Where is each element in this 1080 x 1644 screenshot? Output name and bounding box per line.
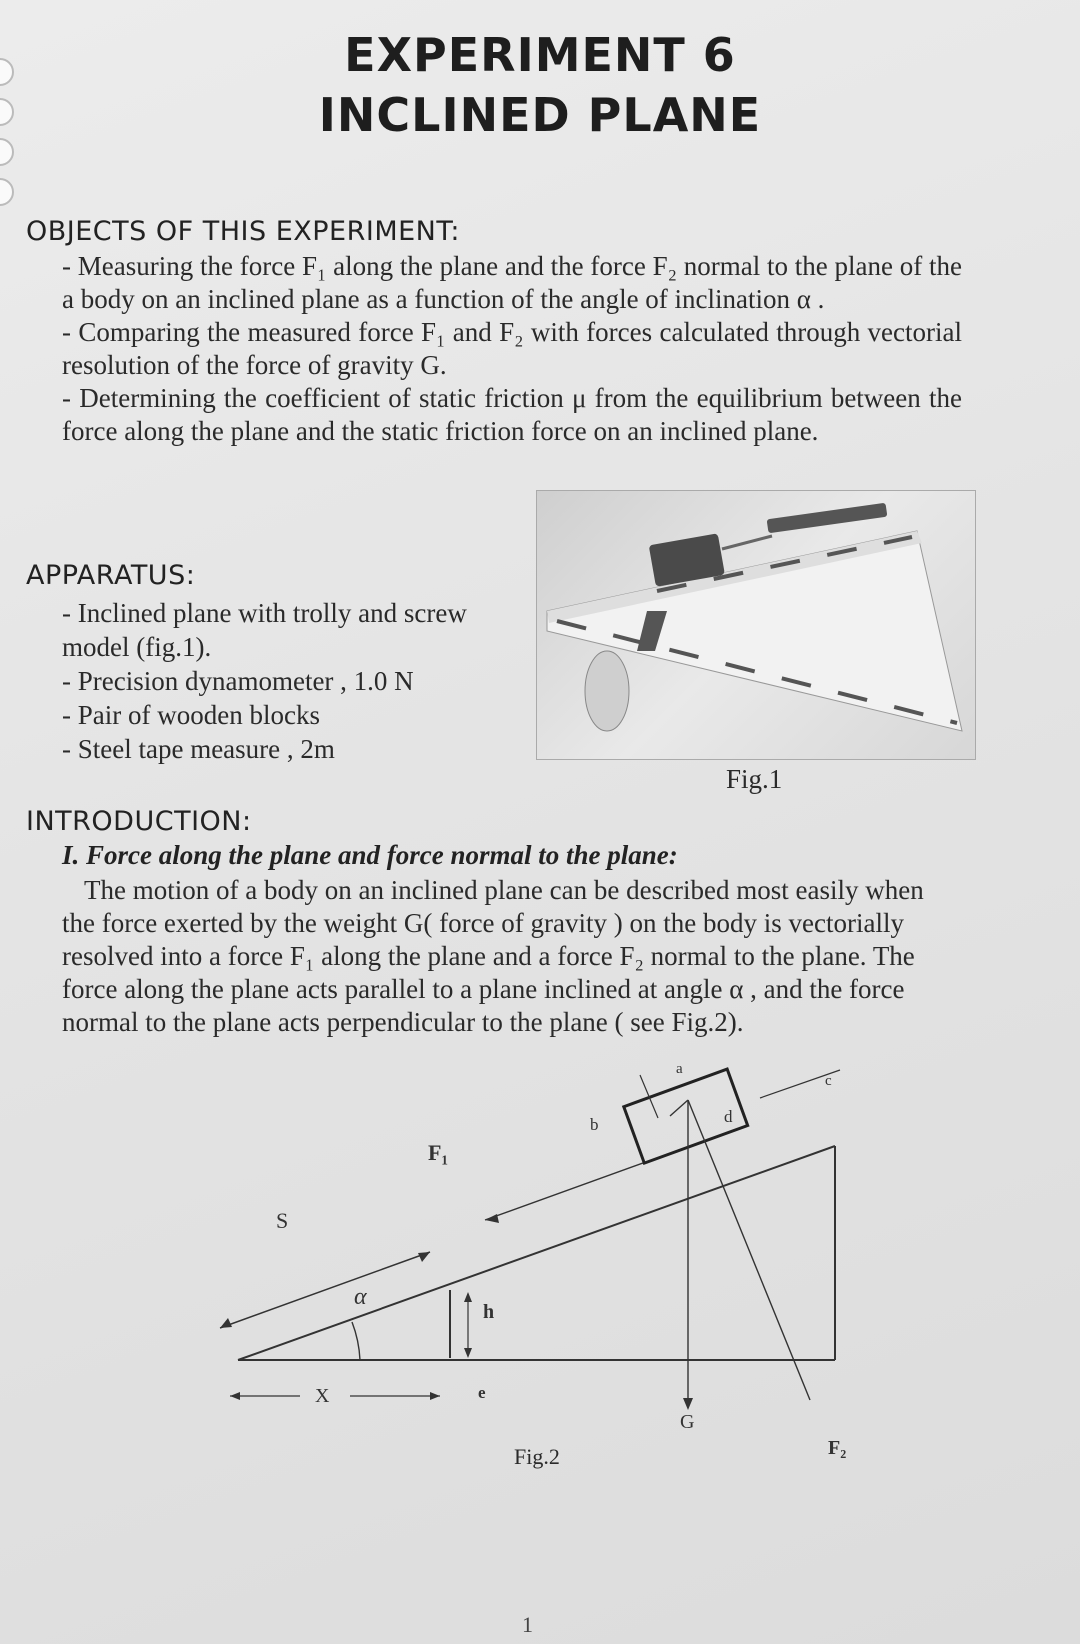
inclined-plane-photo	[536, 490, 976, 760]
label-s: S	[276, 1208, 289, 1233]
title-line-1: EXPERIMENT 6	[344, 28, 736, 82]
apparatus-illustration	[537, 491, 975, 759]
apparatus-item: - Inclined plane with trolly and screw	[62, 598, 467, 628]
objects-item: - Measuring the force F₁ along the plane and the force F₂ normal to the plane of the a body on an inclined plane as a function of the angle of inclination α .	[62, 251, 962, 314]
apparatus-item: - Pair of wooden blocks	[62, 700, 320, 730]
apparatus-heading: APPARATUS:	[26, 560, 196, 591]
title-line-2: INCLINED PLANE	[318, 88, 762, 142]
label-g: G	[680, 1411, 695, 1433]
label-e: e	[478, 1383, 486, 1402]
introduction-paragraph: The motion of a body on an inclined plane can be described most easily when the force exerted by the weight G( force of gravity ) on the body is vectorially resolved into a force F₁ along the plane and a force F₂ normal to the plane. The force along the plane acts parallel to a plane inclined at angle α , and the force normal to the plane acts perpendicular to the plane ( see Fig.2).	[62, 875, 924, 1037]
apparatus-item: model (fig.1).	[62, 632, 212, 662]
label-b: b	[590, 1115, 599, 1134]
label-a: a	[676, 1061, 683, 1077]
label-f1: F₁	[428, 1140, 449, 1165]
apparatus-item: - Precision dynamometer , 1.0 N	[62, 666, 414, 696]
binder-hole	[0, 178, 14, 206]
label-f2: F₂	[828, 1437, 847, 1459]
alpha-arc	[352, 1322, 360, 1360]
f2-line	[688, 1100, 810, 1400]
fig1-caption: Fig.1	[726, 764, 783, 794]
f1-arrow	[485, 1154, 668, 1220]
label-x: X	[315, 1385, 330, 1407]
label-d: d	[724, 1107, 733, 1126]
introduction-subheading: I. Force along the plane and force normal to the plane:	[62, 840, 678, 870]
fig2-diagram	[200, 1060, 860, 1460]
binder-hole	[0, 138, 14, 166]
s-arrow	[220, 1252, 430, 1328]
introduction-heading: INTRODUCTION:	[26, 806, 252, 837]
page-number: 1	[522, 1612, 533, 1637]
fig2-caption: Fig.2	[514, 1444, 560, 1469]
label-c: c	[825, 1073, 832, 1089]
apparatus-item: - Steel tape measure , 2m	[62, 734, 335, 764]
objects-list	[62, 250, 962, 448]
incline-line	[238, 1146, 835, 1360]
label-alpha: α	[354, 1284, 367, 1310]
objects-item: - Comparing the measured force F₁ and F₂ with forces calculated through vectorial resolution of the force of gravity G.	[62, 317, 962, 380]
objects-heading: OBJECTS OF THIS EXPERIMENT:	[26, 216, 461, 247]
objects-item: - Determining the coefficient of static friction μ from the equilibrium between the force along the plane and the static friction force on an inclined plane.	[62, 383, 962, 446]
label-h: h	[483, 1301, 495, 1323]
